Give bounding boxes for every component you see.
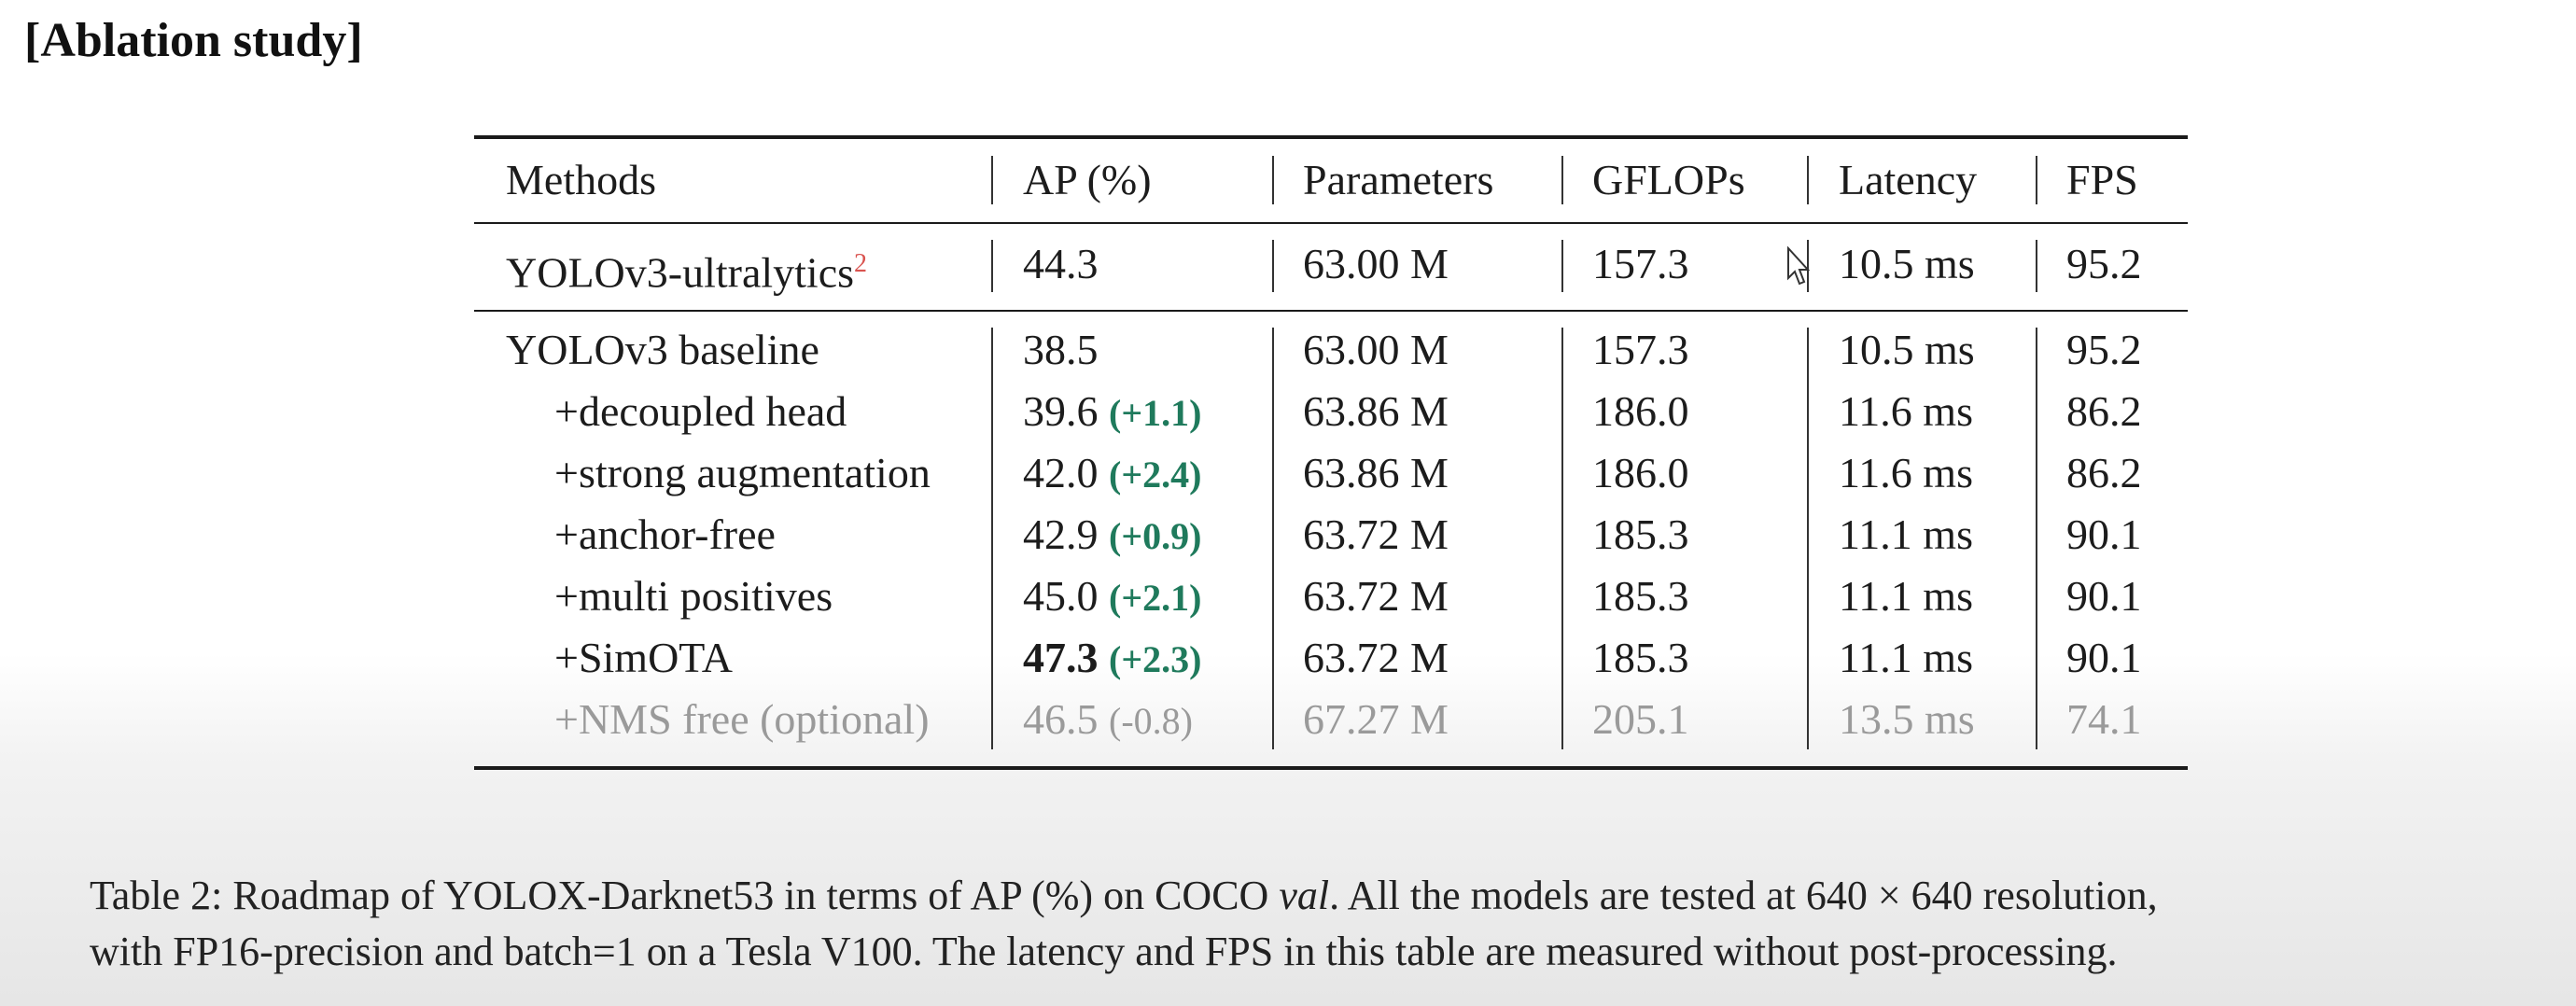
row-ap	[1023, 384, 1201, 440]
row-ap	[1023, 692, 1193, 748]
row-gflops: 157.3	[1592, 326, 1689, 373]
row-params: 63.72 M	[1303, 634, 1449, 681]
row-fps: 90.1	[2066, 572, 2142, 620]
row-gflops: 205.1	[1592, 695, 1689, 743]
row-fps: 74.1	[2066, 695, 2142, 743]
row-gflops: 185.3	[1592, 572, 1689, 620]
row-params: 67.27 M	[1303, 695, 1449, 743]
row-ap	[1023, 322, 1099, 378]
ap-value: 42.9	[1023, 510, 1099, 558]
section-heading: [Ablation study]	[24, 14, 363, 67]
header-latency: Latency	[1839, 156, 1978, 203]
row-params: 63.72 M	[1303, 510, 1449, 558]
header-gflops: GFLOPs	[1592, 156, 1745, 203]
header-parameters: Parameters	[1303, 156, 1494, 203]
row-latency: 11.6 ms	[1839, 449, 1973, 496]
table-header-rule	[474, 222, 2188, 224]
row-fps: 86.2	[2066, 387, 2142, 435]
column-divider	[1807, 156, 1809, 204]
top-row-latency: 10.5 ms	[1839, 240, 1975, 287]
row-fps: 90.1	[2066, 634, 2142, 681]
ap-delta: (+2.3)	[1109, 638, 1202, 680]
ap-delta: (+2.4)	[1109, 454, 1202, 496]
ap-value-best: 47.3	[1023, 634, 1099, 681]
row-method: +strong augmentation	[554, 449, 931, 496]
row-latency: 11.1 ms	[1839, 572, 1973, 620]
row-fps: 95.2	[2066, 326, 2142, 373]
caption-text: Table 2: Roadmap of YOLOX-Darknet53 in terms of AP (%) on COCO	[90, 873, 1280, 918]
column-divider	[2036, 156, 2037, 204]
row-latency: 10.5 ms	[1839, 326, 1975, 373]
table-bottom-rule	[474, 766, 2188, 770]
table-top-rule	[474, 135, 2188, 139]
row-params: 63.72 M	[1303, 572, 1449, 620]
row-method: +multi positives	[554, 572, 833, 620]
column-divider	[991, 328, 993, 749]
column-divider	[991, 240, 993, 292]
column-divider	[2036, 240, 2037, 292]
header-ap: AP (%)	[1023, 156, 1152, 203]
row-gflops: 186.0	[1592, 449, 1689, 496]
ap-value: 42.0	[1023, 449, 1099, 496]
caption-italic: val	[1279, 873, 1330, 918]
row-params: 63.00 M	[1303, 326, 1449, 373]
row-fps: 86.2	[2066, 449, 2142, 496]
top-row-params: 63.00 M	[1303, 240, 1449, 287]
top-row-fps: 95.2	[2066, 240, 2142, 287]
column-divider	[1272, 328, 1274, 749]
column-divider	[991, 156, 993, 204]
table-caption	[90, 868, 2554, 980]
row-ap	[1023, 507, 1201, 563]
row-ap	[1023, 630, 1201, 686]
header-fps: FPS	[2066, 156, 2138, 203]
row-gflops: 185.3	[1592, 510, 1689, 558]
row-method: +decoupled head	[554, 387, 847, 435]
ap-value: 46.5	[1023, 695, 1099, 743]
caption-text: . All the models are tested at 640 × 640 resolution,	[1329, 873, 2158, 918]
column-divider	[1272, 240, 1274, 292]
top-row-ap: 44.3	[1023, 240, 1099, 287]
footnote-ref: 2	[854, 249, 868, 278]
caption-line-1	[90, 868, 2554, 924]
ap-value: 39.6	[1023, 387, 1099, 435]
ap-value: 45.0	[1023, 572, 1099, 620]
column-divider	[1561, 240, 1563, 292]
ap-delta: (-0.8)	[1109, 700, 1193, 742]
ap-delta: (+0.9)	[1109, 515, 1202, 557]
row-latency: 11.1 ms	[1839, 634, 1973, 681]
header-methods: Methods	[506, 156, 656, 203]
column-divider	[1807, 328, 1809, 749]
row-method: +SimOTA	[554, 634, 733, 681]
ap-delta: (+1.1)	[1109, 392, 1202, 434]
ap-delta: (+2.1)	[1109, 577, 1202, 619]
column-divider	[1272, 156, 1274, 204]
row-method: +anchor-free	[554, 510, 776, 558]
row-method: YOLOv3 baseline	[506, 326, 819, 373]
ap-value: 38.5	[1023, 326, 1099, 373]
row-ap	[1023, 568, 1201, 624]
row-latency: 13.5 ms	[1839, 695, 1975, 743]
ablation-table	[474, 135, 2188, 770]
column-divider	[1561, 328, 1563, 749]
row-gflops: 186.0	[1592, 387, 1689, 435]
row-params: 63.86 M	[1303, 387, 1449, 435]
row-params: 63.86 M	[1303, 449, 1449, 496]
row-latency: 11.6 ms	[1839, 387, 1973, 435]
top-row-gflops: 157.3	[1592, 240, 1689, 287]
row-gflops: 185.3	[1592, 634, 1689, 681]
table-section-rule	[474, 310, 2188, 312]
row-ap	[1023, 445, 1201, 501]
caption-line-2: with FP16-precision and batch=1 on a Tesla V100. The latency and FPS in this table are measured without post-processing.	[90, 929, 2118, 974]
row-fps: 90.1	[2066, 510, 2142, 558]
method-name: YOLOv3-ultralytics	[506, 248, 855, 297]
column-divider	[1561, 156, 1563, 204]
top-row-method	[506, 236, 868, 297]
column-divider	[2036, 328, 2037, 749]
row-latency: 11.1 ms	[1839, 510, 1973, 558]
row-method: +NMS free (optional)	[554, 695, 930, 743]
cursor-icon	[1785, 246, 1811, 287]
